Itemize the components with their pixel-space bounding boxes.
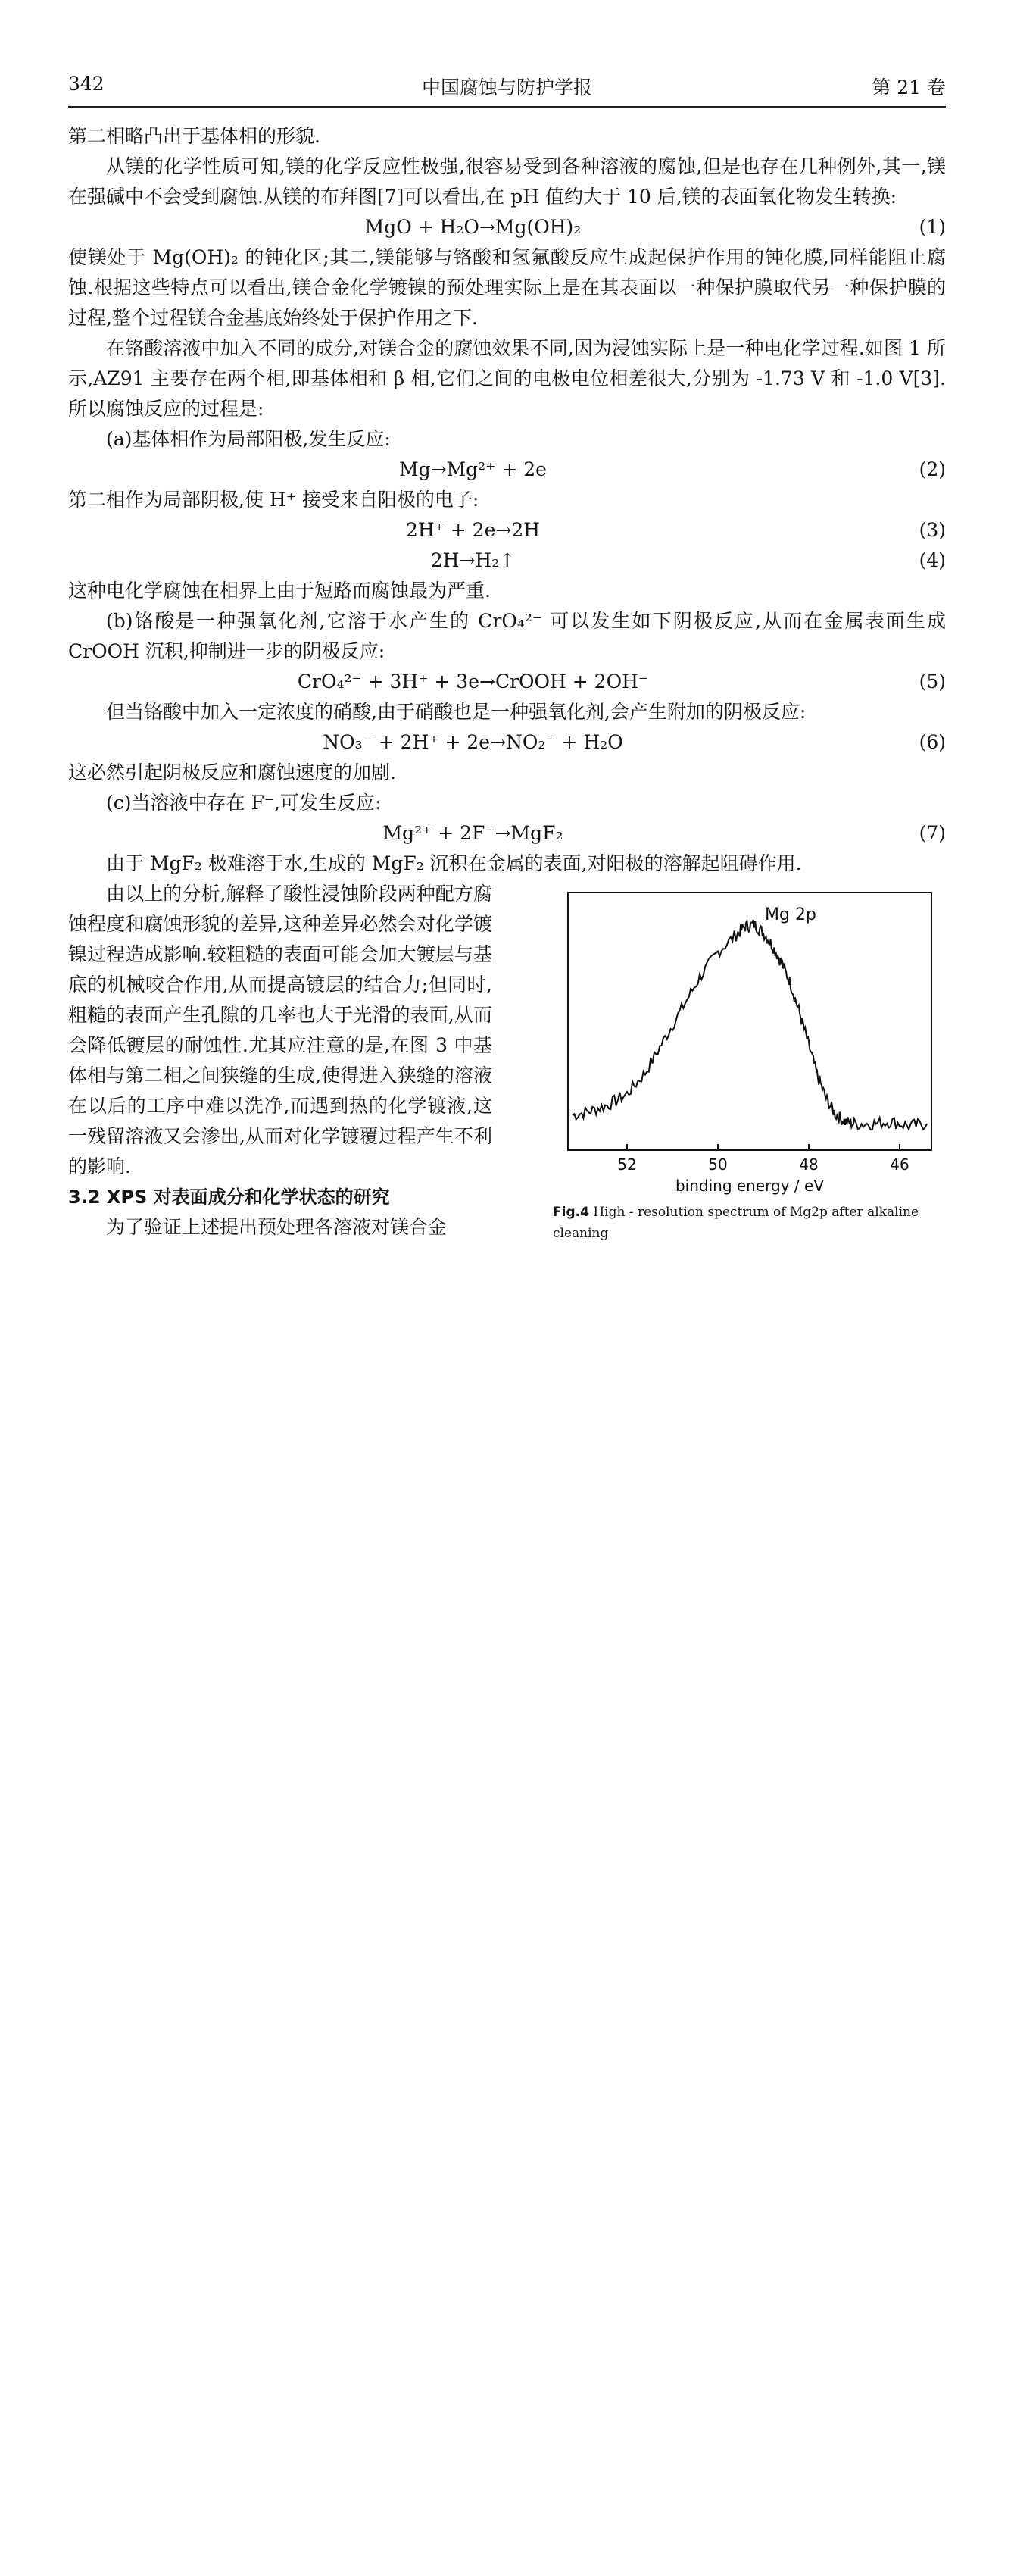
page-number: 342 — [68, 73, 105, 95]
header-rule — [68, 106, 946, 108]
paragraph: 从镁的化学性质可知,镁的化学反应性极强,很容易受到各种溶液的腐蚀,但是也存在几种例外,其一,镁在强碱中不会受到腐蚀.从镁的布拜图[7]可以看出,在 pH 值约大于 10 后,镁的表面氧化物发生转换: — [68, 155, 946, 208]
figure-caption-label: Fig.4 — [553, 1205, 589, 1220]
paragraph: 但当铬酸中加入一定浓度的硝酸,由于硝酸也是一种强氧化剂,会产生附加的阴极反应: — [106, 701, 807, 723]
equation-5 — [68, 667, 946, 697]
text-with-figure — [68, 879, 946, 1273]
paragraph: 这种电化学腐蚀在相界上由于短路而腐蚀最为严重. — [68, 580, 491, 602]
paragraph: 为了验证上述提出预处理各溶液对镁合金 — [106, 1216, 448, 1238]
equation-formula: NO₃⁻ + 2H⁺ + 2e→NO₂⁻ + H₂O — [323, 731, 623, 753]
journal-title: 中国腐蚀与防护学报 — [421, 77, 592, 98]
x-tick-label: 50 — [708, 1155, 728, 1174]
equation-formula: MgO + H₂O→Mg(OH)₂ — [364, 216, 582, 238]
figure-4 — [553, 886, 946, 1244]
equation-number: (2) — [919, 458, 946, 480]
paragraph: (c)当溶液中存在 F⁻,可发生反应: — [106, 792, 382, 814]
equation-6 — [68, 727, 946, 758]
paragraph: 这必然引起阴极反应和腐蚀速度的加剧. — [68, 761, 396, 783]
x-tick-label: 52 — [617, 1155, 637, 1174]
volume-label: 第 21 卷 — [872, 77, 946, 98]
x-tick-label: 46 — [890, 1155, 909, 1174]
xps-spectrum-chart — [553, 886, 939, 1197]
left-column — [68, 879, 492, 1243]
equation-2 — [68, 455, 946, 485]
equation-formula: Mg²⁺ + 2F⁻→MgF₂ — [382, 822, 563, 844]
equation-1 — [68, 212, 946, 242]
paragraph: 在铬酸溶液中加入不同的成分,对镁合金的腐蚀效果不同,因为浸蚀实际上是一种电化学过程.如图 1 所示,AZ91 主要存在两个相,即基体相和 β 相,它们之间的电极电位相差很大,分别为 -1.73 V 和 -1.0 V[3].所以腐蚀反应的过程是: — [68, 337, 946, 420]
equation-formula: Mg→Mg²⁺ + 2e — [399, 458, 547, 480]
paragraph: (b)铬酸是一种强氧化剂,它溶于水产生的 CrO₄²⁻ 可以发生如下阴极反应,从而在金属表面生成 CrOOH 沉积,抑制进一步的阴极反应: — [68, 610, 946, 662]
equation-3 — [68, 515, 946, 546]
x-ticks — [617, 1144, 909, 1174]
x-axis-label: binding energy / eV — [675, 1177, 825, 1195]
equation-7 — [68, 818, 946, 849]
equation-number: (6) — [919, 731, 946, 753]
x-tick-label: 48 — [799, 1155, 819, 1174]
article-body — [68, 121, 946, 1273]
running-header — [68, 73, 946, 106]
equation-number: (1) — [919, 216, 946, 238]
equation-formula: 2H⁺ + 2e→2H — [405, 519, 541, 541]
equation-number: (5) — [919, 671, 946, 692]
equation-4 — [68, 546, 946, 576]
equation-number: (4) — [919, 549, 946, 571]
paragraph: 由于 MgF₂ 极难溶于水,生成的 MgF₂ 沉积在金属的表面,对阳极的溶解起阻碍作用. — [106, 852, 802, 874]
equation-number: (3) — [919, 519, 946, 541]
series-label: Mg 2p — [765, 905, 816, 924]
paragraph: 由以上的分析,解释了酸性浸蚀阶段两种配方腐蚀程度和腐蚀形貌的差异,这种差异必然会对化学镀镍过程造成影响.较粗糙的表面可能会加大镀层与基底的机械咬合作用,从而提高镀层的结合力;但同时,粗糙的表面产生孔隙的几率也大于光滑的表面,从而会降低镀层的耐蚀性.尤其应注意的是,在图 3 中基体相与第二相之间狭缝的生成,使得进入狭缝的溶液在以后的工序中难以洗净,而遇到热的化学镀液,这一残留溶液又会渗出,从而对化学镀覆过程产生不利的影响. — [68, 883, 492, 1177]
series-line-mg2p — [573, 920, 927, 1130]
paragraph: 第二相略凸出于基体相的形貌. — [68, 125, 320, 147]
equation-formula: CrO₄²⁻ + 3H⁺ + 3e→CrOOH + 2OH⁻ — [297, 671, 649, 692]
figure-caption — [553, 1202, 939, 1244]
section-heading: 3.2 XPS 对表面成分和化学状态的研究 — [68, 1186, 390, 1208]
figure-caption-text: High - resolution spectrum of Mg2p after alkaline cleaning — [553, 1205, 919, 1241]
paragraph: 第二相作为局部阴极,使 H⁺ 接受来自阳极的电子: — [68, 489, 479, 511]
paragraph: 使镁处于 Mg(OH)₂ 的钝化区;其二,镁能够与铬酸和氢氟酸反应生成起保护作用的钝化膜,同样能阻止腐蚀.根据这些特点可以看出,镁合金化学镀镍的预处理实际上是在其表面以一种保护膜取代另一种保护膜的过程,整个过程镁合金基底始终处于保护作用之下. — [68, 246, 946, 329]
equation-formula: 2H→H₂↑ — [430, 549, 516, 571]
paragraph: (a)基体相作为局部阳极,发生反应: — [106, 428, 391, 450]
equation-number: (7) — [919, 822, 946, 844]
